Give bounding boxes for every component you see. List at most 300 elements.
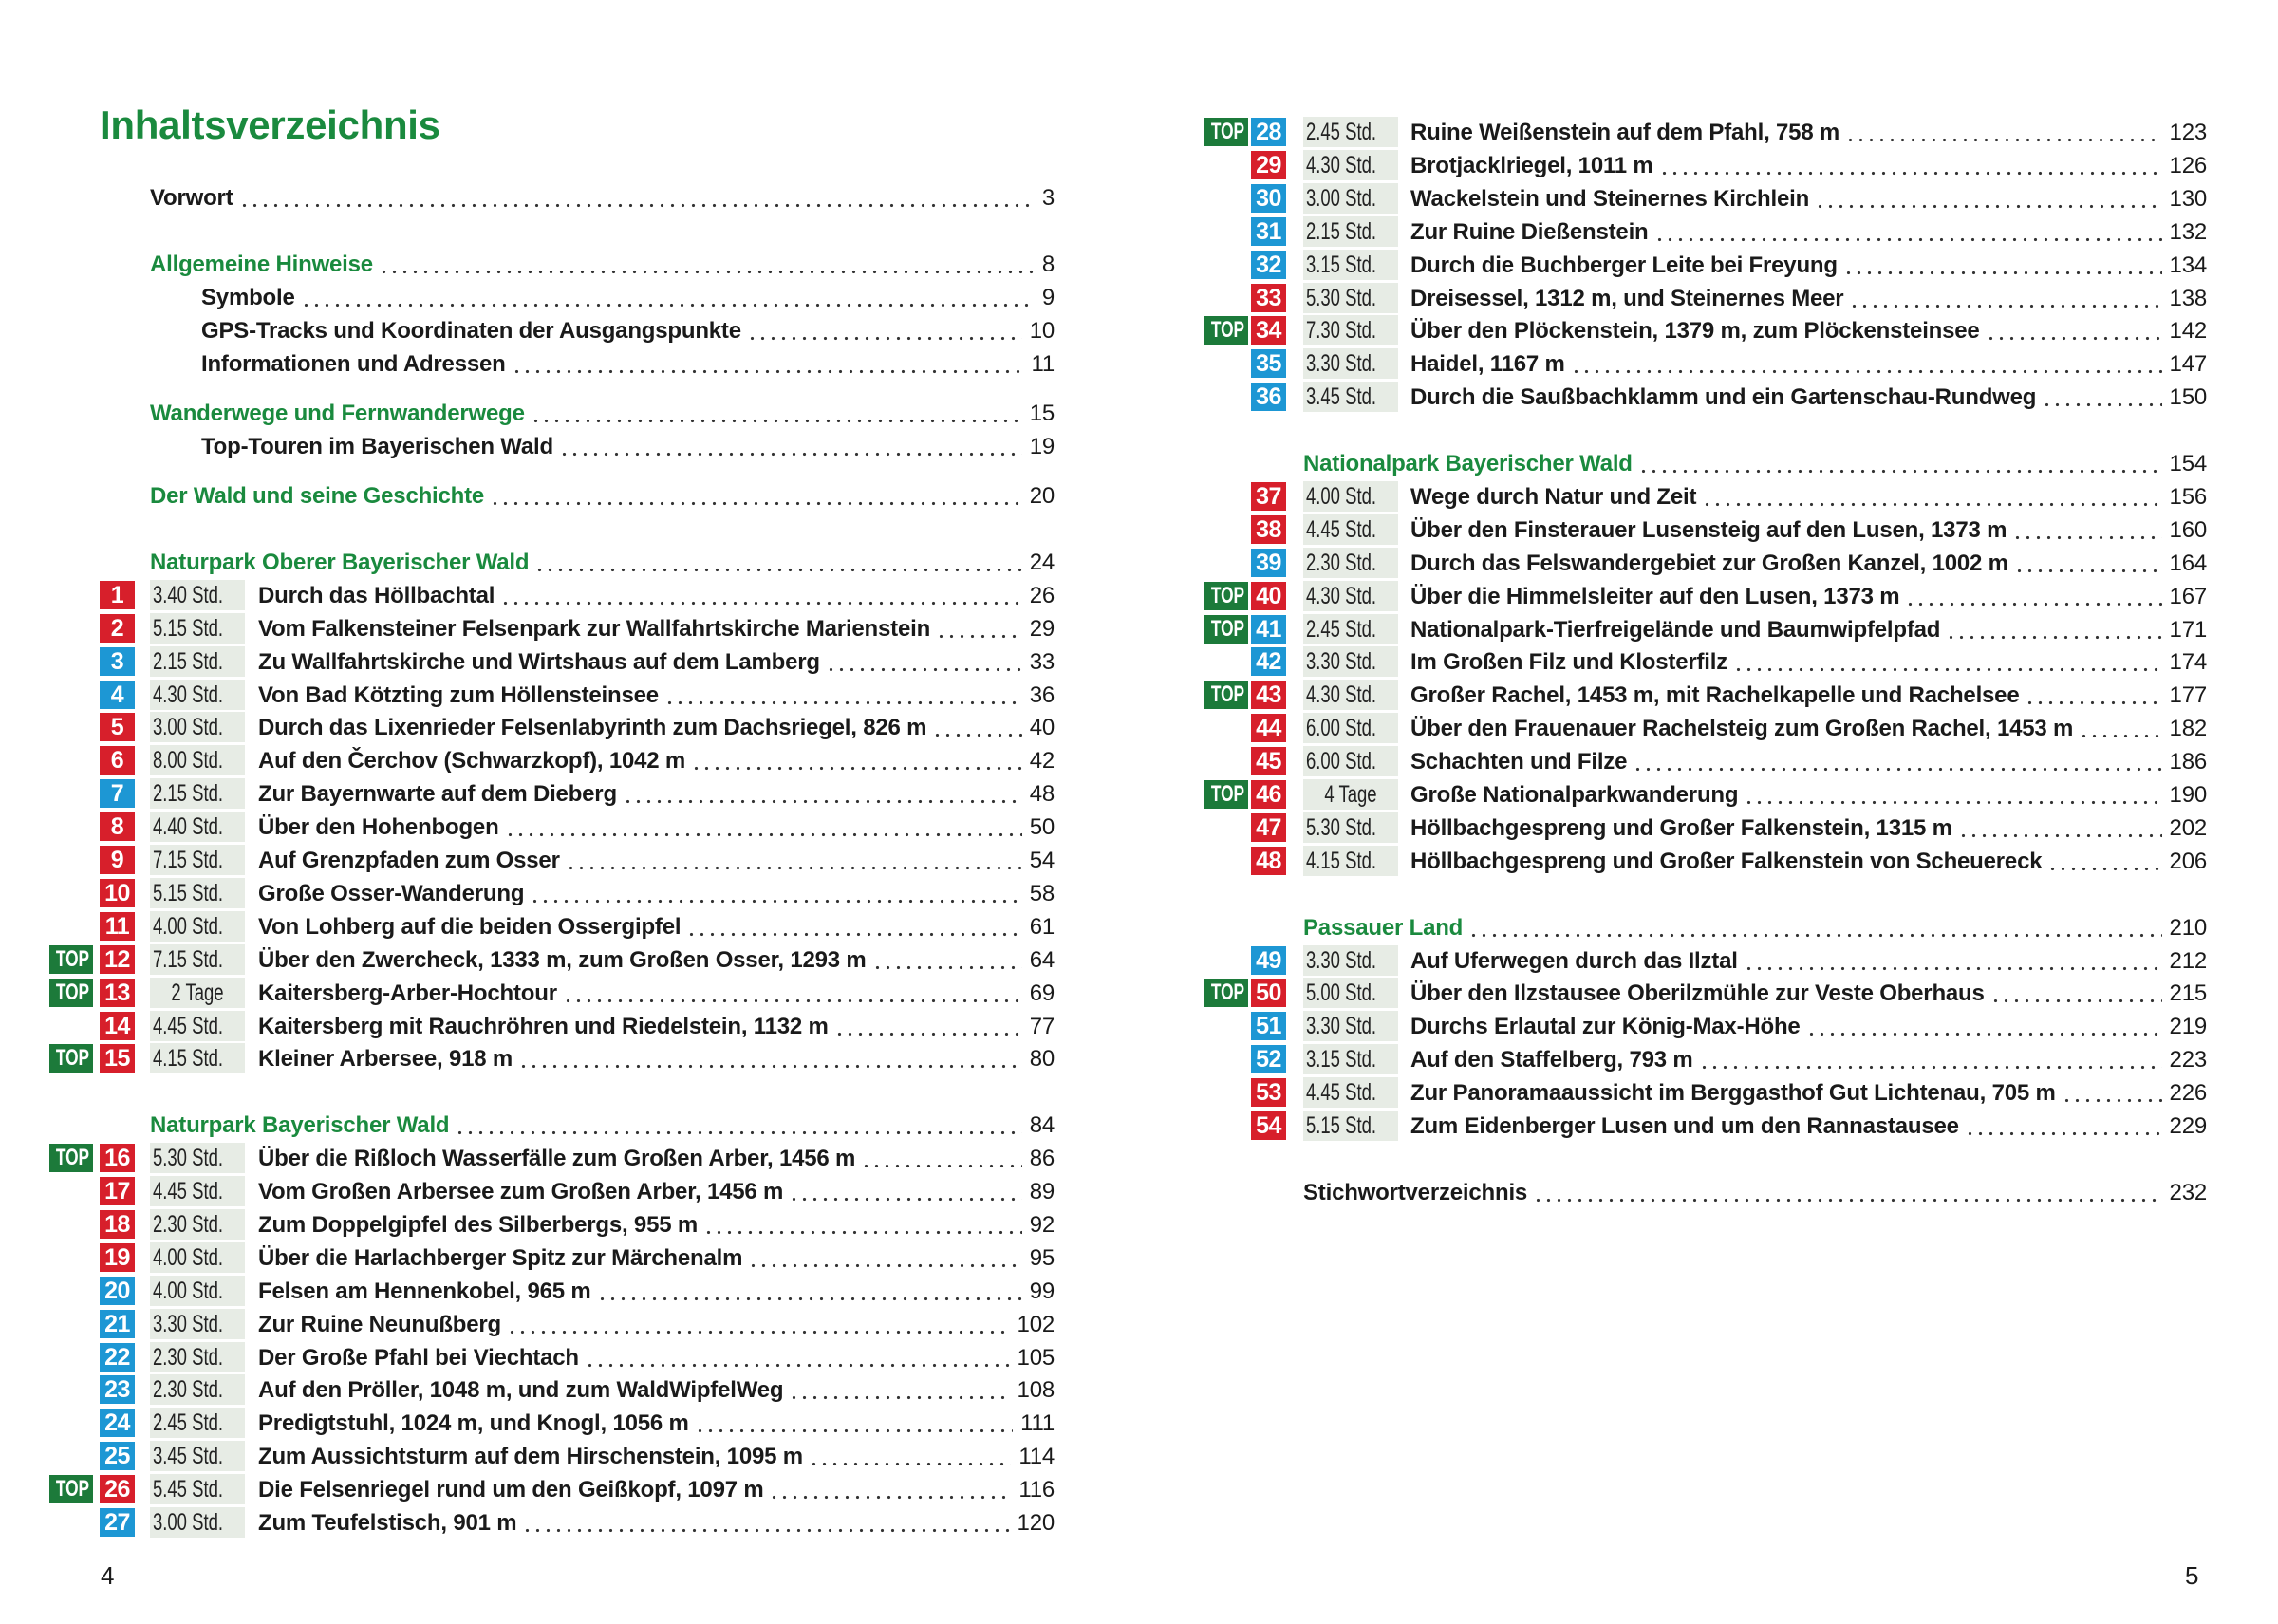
- entry-title[interactable]: Kaitersberg mit Rauchröhren und Riedelstein, 1132 m: [258, 1013, 829, 1039]
- entry-title[interactable]: Die Felsenriegel rund um den Geißkopf, 1097 m: [258, 1477, 764, 1503]
- duration-box: [150, 580, 245, 610]
- dot-leader: [691, 752, 1022, 771]
- entry-page-number[interactable]: 80: [1029, 1046, 1055, 1073]
- entry-page-number[interactable]: 156: [2169, 483, 2207, 510]
- entry-page-number[interactable]: 147: [2169, 351, 2207, 378]
- entry-page-number[interactable]: 48: [1029, 781, 1055, 808]
- entry-title[interactable]: Symbole: [201, 284, 295, 310]
- entry-title[interactable]: Wege durch Natur und Zeit: [1410, 483, 1697, 510]
- entry-title[interactable]: Großer Rachel, 1453 m, mit Rachelkapelle und Rachelsee: [1410, 682, 2020, 709]
- dot-leader: [826, 653, 1022, 672]
- entry-page-number[interactable]: 111: [1020, 1410, 1055, 1437]
- duration-text: 4.15 Std.: [1305, 847, 1377, 874]
- tour-entry[interactable]: [49, 943, 1055, 977]
- duration-box: [1303, 646, 1398, 677]
- entry-title[interactable]: Wanderwege und Fernwanderwege: [150, 400, 525, 426]
- entry-page-number[interactable]: 102: [1017, 1311, 1055, 1337]
- entry-title[interactable]: Große Nationalparkwanderung: [1410, 782, 1739, 808]
- duration-text: 3.30 Std.: [152, 1310, 224, 1337]
- top-tour-badge: [49, 945, 93, 974]
- entry-page-number[interactable]: 177: [2169, 682, 2207, 709]
- dot-leader: [2079, 719, 2161, 738]
- entry-title[interactable]: Durch die Buchberger Leite bei Freyung: [1410, 252, 1838, 278]
- tour-entry[interactable]: [1204, 1010, 2207, 1043]
- entry-title[interactable]: Auf Grenzpfaden zum Osser: [258, 848, 560, 873]
- entry-title[interactable]: Durch die Saußbachklamm und ein Gartenschau-Rundweg: [1410, 384, 2037, 411]
- tour-entry[interactable]: [49, 612, 1055, 645]
- duration-text: 5.15 Std.: [1305, 1112, 1377, 1139]
- entry-line: [258, 1308, 1055, 1341]
- entry-page-number[interactable]: 108: [1017, 1377, 1055, 1404]
- tour-entry[interactable]: [1204, 645, 2207, 679]
- entry-page-number[interactable]: 10: [1029, 317, 1055, 344]
- entry-title[interactable]: Durch das Felswandergebiet zur Großen Kanzel, 1002 m: [1410, 550, 2008, 576]
- entry-title[interactable]: Vom Falkensteiner Felsenpark zur Wallfahrtskirche Marienstein: [258, 615, 931, 642]
- duration-box: [150, 878, 245, 908]
- dot-leader: [1633, 753, 2161, 772]
- entry-page-number[interactable]: 171: [2169, 616, 2207, 643]
- tour-entry[interactable]: [1204, 480, 2207, 513]
- tour-entry[interactable]: [49, 977, 1055, 1010]
- entry-page-number[interactable]: 42: [1029, 748, 1055, 775]
- dot-leader: [559, 438, 1022, 457]
- entry-title[interactable]: Felsen am Hennenkobel, 965 m: [258, 1278, 591, 1304]
- entry-page-number[interactable]: 99: [1029, 1278, 1055, 1304]
- entry-page-number[interactable]: 116: [1018, 1477, 1055, 1503]
- entry-title[interactable]: Über den Ilzstausee Oberilzmühle zur Veste Oberhaus: [1410, 980, 1985, 1007]
- entry-page-number[interactable]: 142: [2169, 318, 2207, 345]
- entry-title[interactable]: Haidel, 1167 m: [1410, 351, 1565, 378]
- tour-entry[interactable]: [49, 777, 1055, 811]
- entry-title[interactable]: Kaitersberg-Arber-Hochtour: [258, 980, 557, 1006]
- duration-box: [150, 1276, 245, 1306]
- dot-leader: [789, 1381, 1009, 1400]
- entry-title[interactable]: Über den Finsterauer Lusensteig auf den Lusen, 1373 m: [1410, 516, 2007, 543]
- tour-entry[interactable]: [1204, 679, 2207, 712]
- entry-page-number[interactable]: 167: [2169, 583, 2207, 609]
- entry-title[interactable]: Große Osser-Wanderung: [258, 880, 525, 906]
- entry-page-number[interactable]: 3: [1041, 185, 1055, 211]
- duration-box: [150, 978, 245, 1008]
- tour-entry[interactable]: [49, 1440, 1055, 1473]
- duration-text: 5.30 Std.: [1305, 284, 1377, 311]
- duration-box: [150, 680, 245, 710]
- entry-line: [258, 1175, 1055, 1208]
- entry-title[interactable]: Predigtstuhl, 1024 m, und Knogl, 1056 m: [258, 1410, 689, 1437]
- entry-page-number[interactable]: 40: [1029, 715, 1055, 741]
- top-tour-badge: [49, 1144, 93, 1172]
- entry-page-number[interactable]: 19: [1029, 433, 1055, 459]
- tour-entry[interactable]: [1204, 282, 2207, 315]
- entry-page-number[interactable]: 114: [1018, 1444, 1055, 1470]
- tour-entry[interactable]: [1204, 314, 2207, 347]
- entry-line: [1410, 645, 2207, 679]
- dot-leader: [301, 289, 1035, 308]
- duration-text: 8.00 Std.: [152, 747, 224, 775]
- entry-page-number[interactable]: 150: [2169, 384, 2207, 411]
- entry-title[interactable]: Ruine Weißenstein auf dem Pfahl, 758 m: [1410, 120, 1840, 145]
- tour-entry[interactable]: [49, 1407, 1055, 1440]
- entry-line: [150, 397, 1055, 430]
- duration-box: [150, 1342, 245, 1372]
- tour-number-badge: 41: [1251, 615, 1286, 644]
- entry-line: [258, 612, 1055, 645]
- tour-entry[interactable]: [49, 910, 1055, 943]
- entry-page-number[interactable]: 26: [1029, 582, 1055, 608]
- tour-entry[interactable]: [1204, 347, 2207, 381]
- entry-page-number[interactable]: 182: [2169, 716, 2207, 742]
- entry-title[interactable]: Über die Harlachberger Spitz zur Märchenalm: [258, 1244, 743, 1271]
- tour-entry[interactable]: [1204, 513, 2207, 547]
- entry-title[interactable]: Zur Bayernwarte auf dem Dieberg: [258, 781, 617, 808]
- tour-number-badge: 39: [1251, 549, 1286, 577]
- entry-line: [1410, 182, 2207, 215]
- entry-page-number[interactable]: 58: [1029, 880, 1055, 906]
- entry-page-number[interactable]: 61: [1029, 913, 1055, 940]
- tour-number-badge: 33: [1251, 284, 1286, 312]
- tour-entry[interactable]: [1204, 381, 2207, 414]
- tour-entry[interactable]: [49, 679, 1055, 712]
- entry-page-number[interactable]: 186: [2169, 749, 2207, 775]
- entry-title[interactable]: Über den Zwercheck, 1333 m, zum Großen Osser, 1293 m: [258, 946, 867, 973]
- tour-entry[interactable]: [49, 579, 1055, 612]
- tour-entry[interactable]: [49, 645, 1055, 679]
- entry-title[interactable]: Über die Rißloch Wasserfälle zum Großen Arber, 1456 m: [258, 1146, 856, 1172]
- tour-entry[interactable]: [1204, 215, 2207, 249]
- section-heading[interactable]: [49, 479, 1055, 513]
- dot-leader: [563, 984, 1022, 1003]
- entry-title[interactable]: Der Wald und seine Geschichte: [150, 483, 485, 510]
- entry-title[interactable]: Nationalpark Bayerischer Wald: [1303, 451, 1633, 476]
- top-tour-badge: [1204, 316, 1248, 345]
- tour-entry[interactable]: [49, 1308, 1055, 1341]
- entry-page-number[interactable]: 134: [2169, 252, 2207, 278]
- tour-number-badge: 49: [1251, 946, 1286, 975]
- entry-page-number[interactable]: 154: [2169, 451, 2207, 476]
- entry-page-number[interactable]: 215: [2169, 980, 2207, 1007]
- entry-page-number[interactable]: 36: [1029, 681, 1055, 708]
- tour-number-badge: 37: [1251, 482, 1286, 511]
- entry-title[interactable]: Zu Wallfahrtskirche und Wirtshaus auf dem Lamberg: [258, 648, 820, 675]
- tour-entry[interactable]: [49, 1275, 1055, 1308]
- entry-title[interactable]: Zum Eidenberger Lusen und um den Rannastausee: [1410, 1113, 1959, 1139]
- tour-entry[interactable]: [49, 744, 1055, 777]
- section-heading[interactable]: [1204, 447, 2207, 480]
- entry-title[interactable]: Allgemeine Hinweise: [150, 251, 373, 277]
- duration-text: 2.15 Std.: [1305, 217, 1377, 245]
- entry-page-number[interactable]: 160: [2169, 516, 2207, 543]
- tour-entry[interactable]: [49, 1506, 1055, 1540]
- entry-title[interactable]: Nationalpark-Tierfreigelände und Baumwipfelpfad: [1410, 616, 1941, 643]
- tour-entry[interactable]: [49, 1142, 1055, 1175]
- top-tour-badge: [1204, 615, 1248, 644]
- duration-box: [150, 778, 245, 809]
- tour-entry[interactable]: [49, 711, 1055, 744]
- entry-page-number[interactable]: 219: [2169, 1014, 2207, 1040]
- entry-title[interactable]: Auf den Staffelberg, 793 m: [1410, 1047, 1693, 1073]
- entry-page-number[interactable]: 190: [2169, 782, 2207, 808]
- tour-entry[interactable]: [49, 1208, 1055, 1241]
- entry-page-number[interactable]: 24: [1029, 549, 1055, 575]
- tour-entry[interactable]: [1204, 712, 2207, 745]
- duration-box: [150, 1143, 245, 1173]
- entry-title[interactable]: Top-Touren im Bayerischen Wald: [201, 433, 553, 459]
- tour-entry[interactable]: [49, 811, 1055, 844]
- entry-title[interactable]: Über den Hohenbogen: [258, 814, 499, 841]
- entry-line: [258, 844, 1055, 877]
- entry-page-number[interactable]: 206: [2169, 848, 2207, 874]
- tour-entry[interactable]: [49, 1473, 1055, 1506]
- top-tour-badge: [1204, 582, 1248, 610]
- entry-line: [150, 479, 1055, 513]
- entry-page-number[interactable]: 86: [1029, 1146, 1055, 1172]
- tour-number-badge: 52: [1251, 1045, 1286, 1073]
- tour-number-badge: 54: [1251, 1111, 1286, 1140]
- entry-page-number[interactable]: 77: [1029, 1013, 1055, 1039]
- dot-leader: [455, 1116, 1021, 1135]
- tour-entry[interactable]: [49, 1042, 1055, 1075]
- duration-box: [1303, 779, 1398, 810]
- duration-box: [1303, 183, 1398, 214]
- duration-box: [1303, 150, 1398, 180]
- tour-entry[interactable]: [1204, 944, 2207, 978]
- entry-title[interactable]: Durchs Erlautal zur König-Max-Höhe: [1410, 1014, 1801, 1040]
- tour-entry[interactable]: [1204, 1043, 2207, 1076]
- toc-entry[interactable]: [49, 281, 1055, 314]
- entry-page-number[interactable]: 50: [1029, 814, 1055, 841]
- entry-title[interactable]: Zum Aussichtsturm auf dem Hirschenstein, 1095 m: [258, 1444, 803, 1470]
- tour-number-badge: 50: [1251, 979, 1286, 1007]
- entry-title[interactable]: Von Lohberg auf die beiden Ossergipfel: [258, 913, 682, 940]
- entry-page-number[interactable]: 89: [1029, 1179, 1055, 1204]
- entry-page-number[interactable]: 229: [2169, 1113, 2207, 1139]
- entry-page-number[interactable]: 20: [1029, 483, 1055, 510]
- entry-line: [1410, 778, 2207, 812]
- duration-box: [1303, 581, 1398, 611]
- top-badge-label: TOP: [1210, 119, 1245, 144]
- entry-title[interactable]: Naturpark Bayerischer Wald: [150, 1112, 450, 1139]
- tour-entry[interactable]: [1204, 1110, 2207, 1143]
- entry-page-number[interactable]: 126: [2169, 152, 2207, 178]
- entry-title[interactable]: GPS-Tracks und Koordinaten der Ausgangspunkte: [201, 317, 741, 344]
- section-heading[interactable]: [49, 397, 1055, 430]
- top-badge-label: TOP: [55, 1045, 90, 1072]
- entry-title[interactable]: Passauer Land: [1303, 914, 1464, 941]
- top-badge-label: TOP: [1210, 317, 1245, 344]
- entry-page-number[interactable]: 130: [2169, 185, 2207, 212]
- duration-box: [150, 1242, 245, 1273]
- top-tour-badge: [1204, 780, 1248, 809]
- dot-leader: [1849, 289, 2161, 308]
- entry-line: [1410, 513, 2207, 547]
- tour-entry[interactable]: [1204, 845, 2207, 878]
- tour-number-badge: 29: [1251, 151, 1286, 179]
- entry-title[interactable]: Zum Doppelgipfel des Silberbergs, 955 m: [258, 1211, 698, 1238]
- duration-text: 4.30 Std.: [1305, 681, 1377, 709]
- entry-page-number[interactable]: 223: [2169, 1047, 2207, 1073]
- entry-title[interactable]: Zur Ruine Dießenstein: [1410, 218, 1649, 245]
- entry-title[interactable]: Durch das Lixenrieder Felsenlabyrinth zum Dachsriegel, 826 m: [258, 715, 927, 741]
- entry-title[interactable]: Brotjacklriegel, 1011 m: [1410, 152, 1653, 178]
- entry-title[interactable]: Zur Panoramaaussicht im Berggasthof Gut Lichtenau, 705 m: [1410, 1080, 2056, 1107]
- tour-entry[interactable]: [49, 1241, 1055, 1275]
- entry-page-number[interactable]: 84: [1029, 1112, 1055, 1139]
- entry-page-number[interactable]: 210: [2169, 914, 2207, 941]
- duration-box: [150, 1374, 245, 1405]
- tour-number-badge: 32: [1251, 251, 1286, 279]
- entry-page-number[interactable]: 15: [1029, 400, 1055, 426]
- duration-text: 5.15 Std.: [152, 614, 224, 642]
- tour-number-badge: 53: [1251, 1078, 1286, 1107]
- top-tour-badge: [1204, 979, 1248, 1007]
- dot-leader: [1986, 322, 2162, 341]
- entry-title[interactable]: Auf Uferwegen durch das Ilztal: [1410, 947, 1738, 974]
- dot-leader: [1946, 621, 2161, 640]
- duration-text: 3.45 Std.: [152, 1443, 224, 1470]
- tour-entry[interactable]: [1204, 812, 2207, 845]
- toc-entry[interactable]: [1204, 1176, 2207, 1209]
- entry-page-number[interactable]: 92: [1029, 1211, 1055, 1238]
- entry-title[interactable]: Zum Teufelstisch, 901 m: [258, 1510, 517, 1536]
- entry-title[interactable]: Zur Ruine Neunußberg: [258, 1311, 501, 1337]
- tour-entry[interactable]: [1204, 116, 2207, 149]
- tour-entry[interactable]: [1204, 182, 2207, 215]
- entry-title[interactable]: Im Großen Filz und Klosterfilz: [1410, 649, 1728, 676]
- tour-number-badge: 6: [100, 746, 135, 775]
- entry-line: [258, 1208, 1055, 1241]
- entry-title[interactable]: Über die Himmelsleiter auf den Lusen, 1373 m: [1410, 583, 1900, 609]
- entry-line: [1410, 977, 2207, 1010]
- toc-entry[interactable]: [49, 181, 1055, 215]
- entry-page-number[interactable]: 33: [1029, 648, 1055, 675]
- tour-entry[interactable]: [1204, 1076, 2207, 1110]
- tour-entry[interactable]: [49, 1373, 1055, 1407]
- tour-entry[interactable]: [1204, 745, 2207, 778]
- tour-number-badge: 16: [100, 1144, 135, 1172]
- entry-page-number[interactable]: 123: [2169, 120, 2207, 145]
- entry-title[interactable]: Stichwortverzeichnis: [1303, 1179, 1528, 1205]
- entry-line: [258, 1373, 1055, 1407]
- section-heading[interactable]: [49, 546, 1055, 579]
- dot-leader: [1990, 984, 2162, 1003]
- entry-title[interactable]: Dreisessel, 1312 m, und Steinernes Meer: [1410, 285, 1844, 311]
- entry-page-number[interactable]: 138: [2169, 285, 2207, 311]
- entry-title[interactable]: Informationen und Adressen: [201, 350, 506, 377]
- tour-entry[interactable]: [49, 1010, 1055, 1043]
- tour-entry[interactable]: [1204, 977, 2207, 1010]
- duration-text: 2.15 Std.: [152, 647, 224, 675]
- tour-number-badge: 10: [100, 879, 135, 907]
- tour-number-badge: 13: [100, 979, 135, 1007]
- entry-page-number[interactable]: 64: [1029, 946, 1055, 973]
- tour-entry[interactable]: [1204, 249, 2207, 282]
- dot-leader: [1638, 455, 2162, 474]
- tour-entry[interactable]: [1204, 613, 2207, 646]
- entry-title[interactable]: Auf den Čerchov (Schwarzkopf), 1042 m: [258, 748, 686, 775]
- dot-leader: [2012, 521, 2161, 540]
- entry-title[interactable]: Über den Frauenauer Rachelsteig zum Großen Rachel, 1453 m: [1410, 716, 2074, 742]
- entry-title[interactable]: Vom Großen Arbersee zum Großen Arber, 1456 m: [258, 1179, 784, 1204]
- tour-number-badge: 28: [1251, 118, 1286, 146]
- duration-text: 3.45 Std.: [1305, 383, 1377, 411]
- dot-leader: [534, 553, 1021, 572]
- entry-page-number[interactable]: 29: [1029, 615, 1055, 642]
- entry-title[interactable]: Von Bad Kötzting zum Höllensteinsee: [258, 681, 659, 708]
- entry-title[interactable]: Auf den Pröller, 1048 m, und zum WaldWipfelWeg: [258, 1377, 784, 1404]
- entry-title[interactable]: Höllbachgespreng und Großer Falkenstein von Scheuereck: [1410, 848, 2043, 874]
- toc-entry[interactable]: [49, 430, 1055, 463]
- dot-leader: [1744, 786, 2161, 805]
- entry-page-number[interactable]: 69: [1029, 980, 1055, 1006]
- entry-page-number[interactable]: 132: [2169, 218, 2207, 245]
- entry-page-number[interactable]: 54: [1029, 848, 1055, 873]
- section-heading[interactable]: [49, 1109, 1055, 1142]
- tour-entry[interactable]: [1204, 149, 2207, 182]
- tour-number-badge: 15: [100, 1044, 135, 1073]
- section-heading[interactable]: [49, 248, 1055, 281]
- entry-page-number[interactable]: 226: [2169, 1080, 2207, 1107]
- duration-box: [150, 613, 245, 644]
- entry-title[interactable]: Wackelstein und Steinernes Kirchlein: [1410, 185, 1810, 212]
- entry-page-number[interactable]: 8: [1041, 251, 1055, 277]
- section-heading[interactable]: [1204, 911, 2207, 944]
- tour-number-badge: 36: [1251, 383, 1286, 411]
- duration-text: 4.00 Std.: [152, 912, 224, 940]
- duration-text: 3.30 Std.: [1305, 1013, 1377, 1040]
- entry-title[interactable]: Der Große Pfahl bei Viechtach: [258, 1344, 579, 1371]
- entry-page-number[interactable]: 164: [2169, 550, 2207, 576]
- duration-box: [150, 812, 245, 842]
- entry-page-number[interactable]: 95: [1029, 1244, 1055, 1271]
- duration-text: 3.30 Std.: [1305, 648, 1377, 676]
- duration-box: [150, 646, 245, 677]
- entry-title[interactable]: Naturpark Oberer Bayerischer Wald: [150, 549, 530, 575]
- entry-title[interactable]: Durch das Höllbachtal: [258, 582, 495, 608]
- entry-page-number[interactable]: 202: [2169, 814, 2207, 841]
- duration-text: 7.15 Std.: [152, 945, 224, 973]
- entry-page-number[interactable]: 174: [2169, 649, 2207, 676]
- tour-entry[interactable]: [49, 1341, 1055, 1374]
- toc-entry[interactable]: [49, 314, 1055, 347]
- entry-title[interactable]: Kleiner Arbersee, 918 m: [258, 1046, 513, 1073]
- tour-entry[interactable]: [49, 844, 1055, 877]
- entry-title[interactable]: Vorwort: [150, 185, 233, 211]
- entry-page-number[interactable]: 11: [1031, 350, 1055, 377]
- tour-entry[interactable]: [1204, 547, 2207, 580]
- tour-entry[interactable]: [1204, 580, 2207, 613]
- tour-number-badge: 46: [1251, 780, 1286, 809]
- entry-line: [1410, 679, 2207, 712]
- toc-entry[interactable]: [49, 347, 1055, 381]
- duration-box: [150, 745, 245, 775]
- tour-entry[interactable]: [49, 1175, 1055, 1208]
- entry-page-number[interactable]: 212: [2169, 947, 2207, 974]
- dot-leader: [748, 1249, 1021, 1268]
- entry-page-number[interactable]: 232: [2169, 1179, 2207, 1205]
- dot-leader: [379, 255, 1035, 274]
- entry-title[interactable]: Schachten und Filze: [1410, 749, 1628, 775]
- duration-text: 4.30 Std.: [1305, 151, 1377, 178]
- tour-entry[interactable]: [49, 877, 1055, 910]
- entry-page-number[interactable]: 120: [1017, 1510, 1055, 1536]
- tour-entry[interactable]: [1204, 778, 2207, 812]
- entry-page-number[interactable]: 105: [1017, 1344, 1055, 1371]
- entry-page-number[interactable]: 9: [1041, 284, 1055, 310]
- entry-title[interactable]: Höllbachgespreng und Großer Falkenstein, 1315 m: [1410, 814, 1952, 841]
- entry-title[interactable]: Über den Plöckenstein, 1379 m, zum Plöckensteinsee: [1410, 318, 1980, 345]
- duration-box: [1303, 481, 1398, 512]
- entry-line: [1303, 447, 2207, 480]
